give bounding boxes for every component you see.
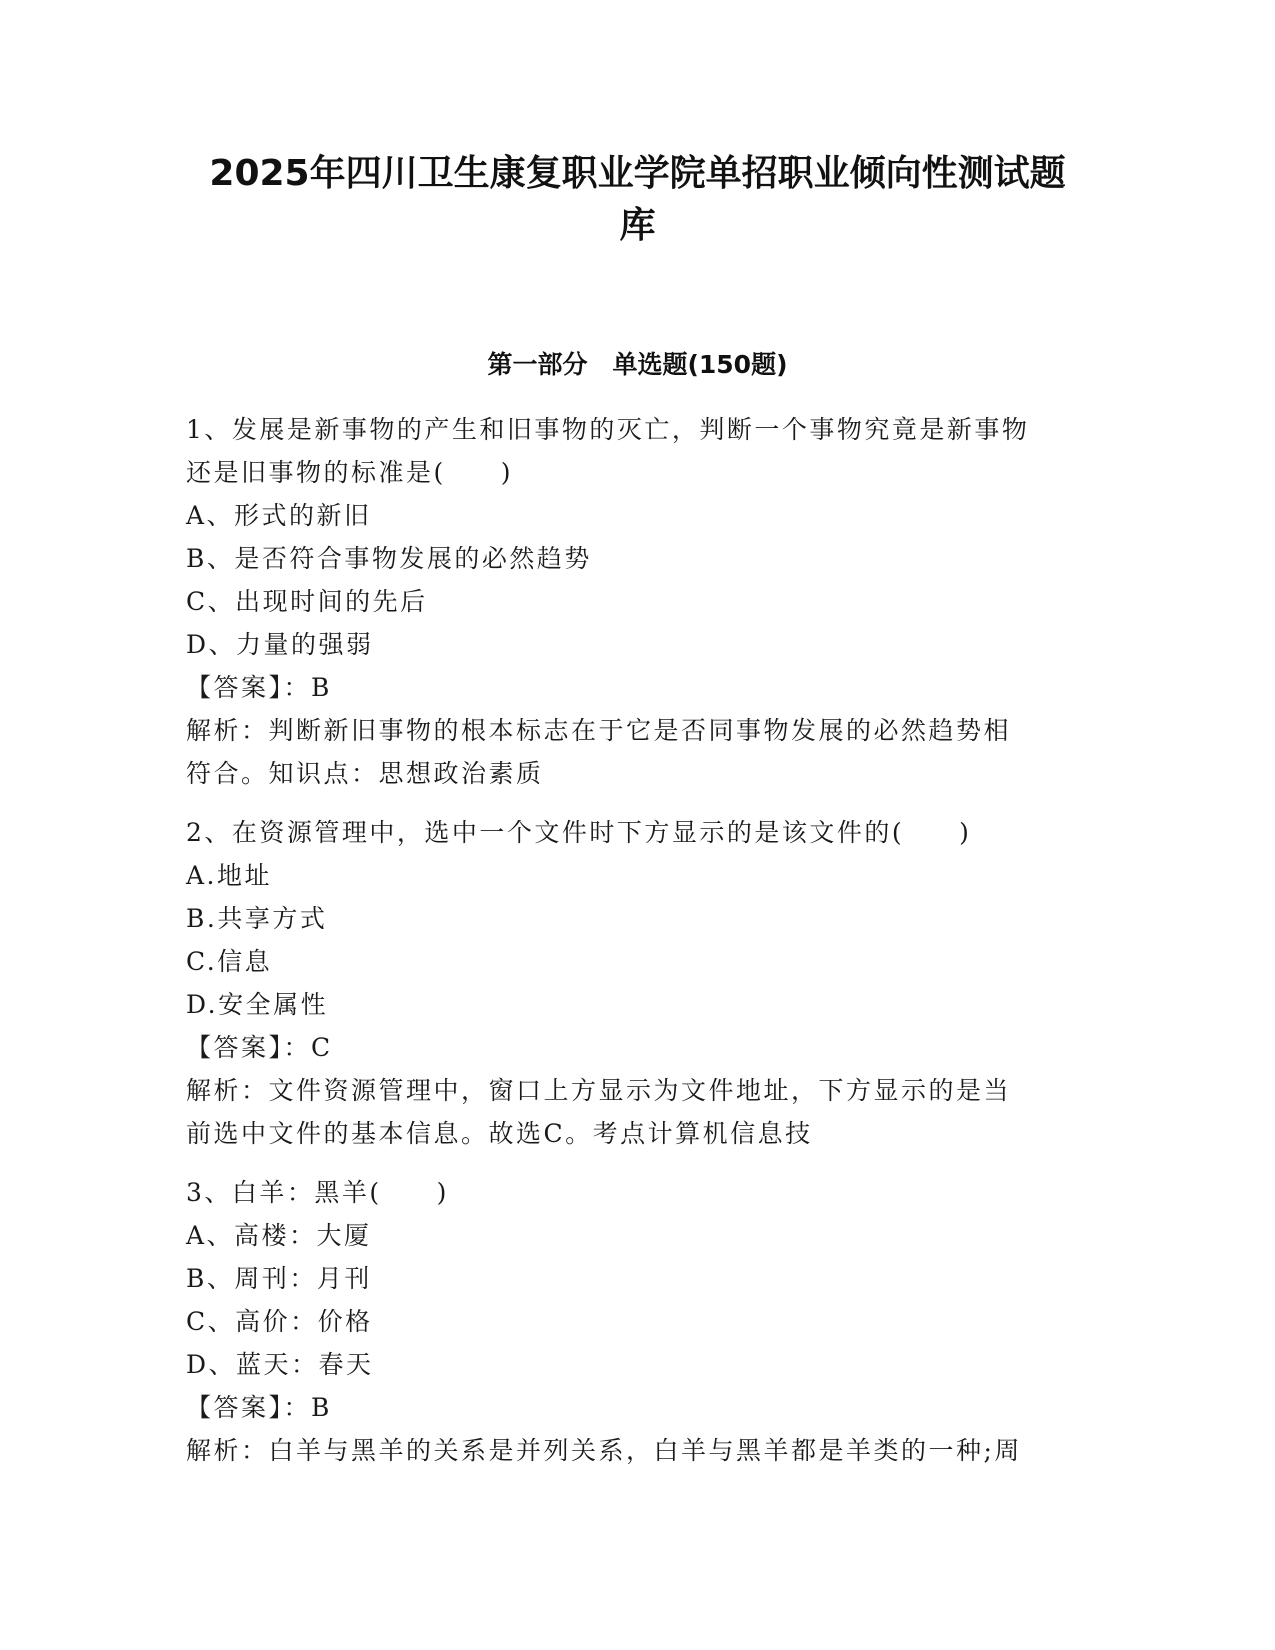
question-stem-line: 3、白羊：黑羊( ) (186, 1178, 449, 1207)
analysis-line: 前选中文件的基本信息。故选C。考点计算机信息技 (186, 1119, 813, 1148)
question-stem-line: 1、发展是新事物的产生和旧事物的灭亡，判断一个事物究竟是新事物 (186, 415, 1030, 444)
analysis-line: 解析：判断新旧事物的根本标志在于它是否同事物发展的必然趋势相 (186, 716, 1012, 745)
question-2 (186, 811, 1076, 1155)
document-title (180, 148, 1095, 252)
document-title-line-1: 2025年四川卫生康复职业学院单招职业倾向性测试题 (209, 153, 1066, 194)
document-title-line-2: 库 (619, 205, 656, 246)
section-title: 第一部分 单选题(150题) (487, 350, 788, 379)
option-c: C、出现时间的先后 (186, 587, 428, 616)
option-d: D.安全属性 (186, 990, 329, 1019)
option-b: B、周刊：月刊 (186, 1264, 372, 1293)
question-list (186, 408, 1076, 1488)
question-stem-line: 还是旧事物的标准是( ) (186, 458, 514, 487)
analysis-line: 符合。知识点：思想政治素质 (186, 759, 544, 788)
analysis-line: 解析：文件资源管理中，窗口上方显示为文件地址，下方显示的是当 (186, 1076, 1012, 1105)
option-a: A、形式的新旧 (186, 501, 372, 530)
answer: 【答案】：C (186, 1033, 333, 1062)
answer: 【答案】：B (186, 673, 332, 702)
option-a: A.地址 (186, 861, 273, 890)
option-d: D、力量的强弱 (186, 630, 374, 659)
question-stem-line: 2、在资源管理中，选中一个文件时下方显示的是该文件的( ) (186, 818, 972, 847)
question-3 (186, 1171, 1076, 1472)
option-c: C、高价：价格 (186, 1307, 373, 1336)
analysis-line: 解析：白羊与黑羊的关系是并列关系，白羊与黑羊都是羊类的一种;周 (186, 1436, 1022, 1465)
option-b: B、是否符合事物发展的必然趋势 (186, 544, 592, 573)
answer: 【答案】：B (186, 1393, 332, 1422)
option-b: B.共享方式 (186, 904, 328, 933)
option-c: C.信息 (186, 947, 273, 976)
question-1 (186, 408, 1076, 795)
option-a: A、高楼：大厦 (186, 1221, 372, 1250)
option-d: D、蓝天：春天 (186, 1350, 374, 1379)
